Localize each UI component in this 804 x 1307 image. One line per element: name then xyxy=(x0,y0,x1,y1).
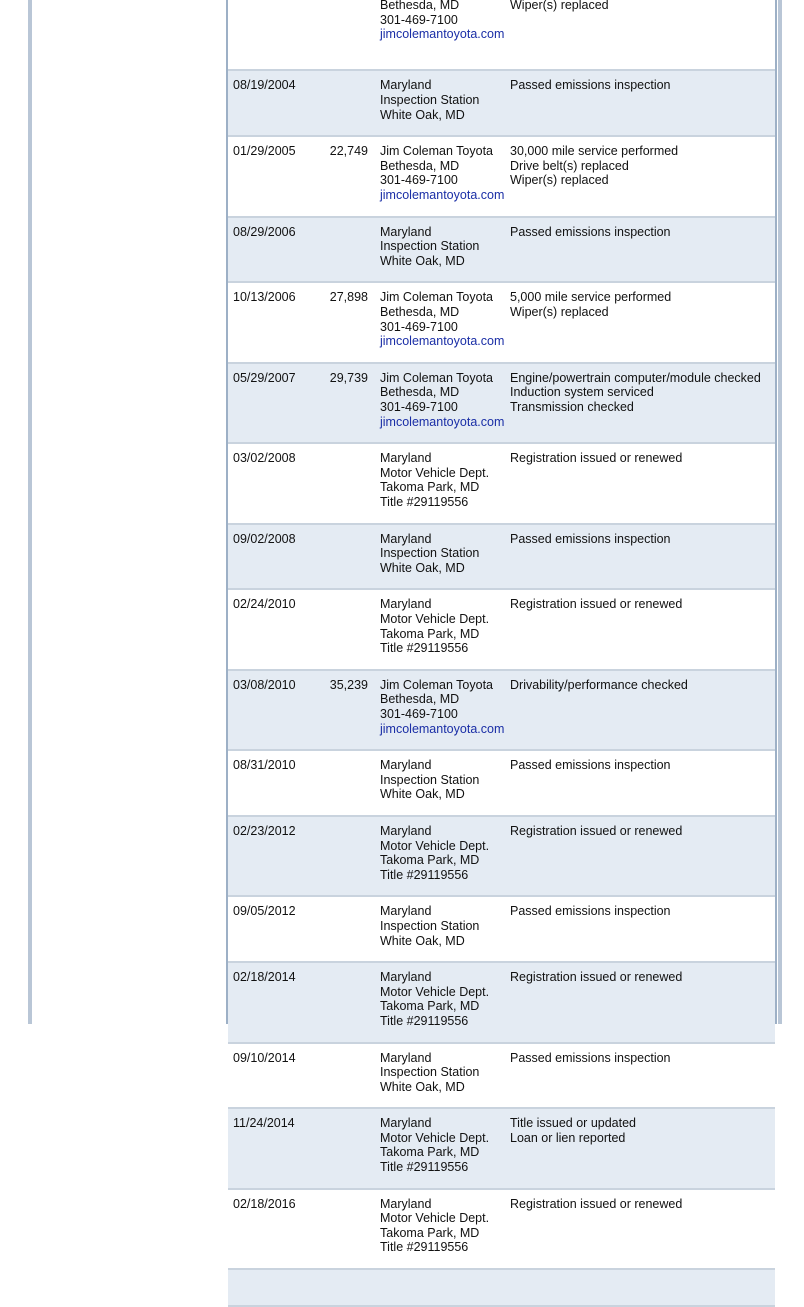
history-row xyxy=(228,364,775,444)
comment-line: 5,000 mile service performed xyxy=(510,290,672,305)
comment-line: Registration issued or renewed xyxy=(510,451,683,466)
record-date: 09/10/2014 xyxy=(233,1050,296,1065)
record-source xyxy=(380,824,489,882)
source-line: Bethesda, MD xyxy=(380,0,460,12)
comment-line: Passed emissions inspection xyxy=(510,1050,671,1065)
record-source xyxy=(380,225,479,269)
comment-line: Registration issued or renewed xyxy=(510,823,683,838)
source-line: White Oak, MD xyxy=(380,107,465,122)
source-line: Jim Coleman Toyota xyxy=(380,144,494,159)
source-line: 301-469-7100 xyxy=(380,12,458,27)
source-line: Inspection Station xyxy=(380,1065,480,1080)
source-line: Motor Vehicle Dept. xyxy=(380,984,490,999)
source-line: 301-469-7100 xyxy=(380,319,458,334)
record-comments xyxy=(510,225,671,240)
source-line: White Oak, MD xyxy=(380,253,465,268)
source-line: Takoma Park, MD xyxy=(380,853,480,868)
comment-line: 30,000 mile service performed xyxy=(510,144,679,159)
right-page-border xyxy=(778,0,782,1024)
record-comments xyxy=(510,144,678,188)
comment-line: Passed emissions inspection xyxy=(510,224,671,239)
record-source xyxy=(380,1197,489,1255)
history-row xyxy=(228,1270,775,1307)
source-line: Maryland xyxy=(380,1196,432,1211)
comment-line: Engine/powertrain computer/module checked xyxy=(510,370,761,385)
source-line: Inspection Station xyxy=(380,918,480,933)
source-line: Maryland xyxy=(380,451,432,466)
history-row xyxy=(228,525,775,591)
source-line: Maryland xyxy=(380,78,432,93)
history-row xyxy=(228,444,775,524)
comment-line: Drivability/performance checked xyxy=(510,677,688,692)
source-line: White Oak, MD xyxy=(380,560,465,575)
record-source xyxy=(380,904,479,948)
record-source xyxy=(380,290,504,348)
record-comments xyxy=(510,1197,682,1212)
source-line: Inspection Station xyxy=(380,772,480,787)
record-comments xyxy=(510,532,671,547)
history-row xyxy=(228,590,775,670)
record-date: 11/24/2014 xyxy=(233,1116,295,1131)
source-line: Motor Vehicle Dept. xyxy=(380,1211,490,1226)
source-line: Motor Vehicle Dept. xyxy=(380,465,490,480)
source-line: Maryland xyxy=(380,823,432,838)
record-mileage: 27,898 xyxy=(329,290,368,305)
dealer-website-link[interactable]: jimcolemantoyota.com xyxy=(380,721,505,736)
source-line: Bethesda, MD xyxy=(380,692,460,707)
source-line: Motor Vehicle Dept. xyxy=(380,611,490,626)
record-date: 09/02/2008 xyxy=(233,531,296,546)
source-line: 301-469-7100 xyxy=(380,173,458,188)
history-row xyxy=(228,817,775,897)
history-record-table xyxy=(226,0,777,1255)
record-date: 08/31/2010 xyxy=(233,758,296,773)
history-row xyxy=(228,963,775,1043)
record-date: 08/19/2004 xyxy=(233,78,296,93)
source-line: White Oak, MD xyxy=(380,787,465,802)
record-comments xyxy=(510,904,671,919)
record-date: 10/13/2006 xyxy=(233,290,296,305)
comment-line: Wiper(s) replaced xyxy=(510,173,609,188)
source-line: Maryland xyxy=(380,1050,432,1065)
record-comments xyxy=(510,0,609,13)
source-line: White Oak, MD xyxy=(380,933,465,948)
source-line: Bethesda, MD xyxy=(380,385,460,400)
record-source xyxy=(380,597,489,655)
source-line: Maryland xyxy=(380,1116,432,1131)
history-row xyxy=(228,137,775,217)
history-row xyxy=(228,671,775,751)
source-line: Inspection Station xyxy=(380,92,480,107)
source-line: Motor Vehicle Dept. xyxy=(380,1130,490,1145)
comment-line: Loan or lien reported xyxy=(510,1130,626,1145)
record-date: 03/08/2010 xyxy=(233,677,296,692)
comment-line: Wiper(s) replaced xyxy=(510,304,609,319)
record-comments xyxy=(510,371,761,415)
source-line: Title #29119556 xyxy=(380,1013,469,1028)
history-row xyxy=(228,0,775,71)
record-comments xyxy=(510,678,688,693)
dealer-website-link[interactable]: jimcolemantoyota.com xyxy=(380,187,505,202)
comment-line: Transmission checked xyxy=(510,399,634,414)
record-comments xyxy=(510,78,671,93)
comment-line: Registration issued or renewed xyxy=(510,597,683,612)
record-date: 01/29/2005 xyxy=(233,144,296,159)
record-date: 03/02/2008 xyxy=(233,451,296,466)
record-comments xyxy=(510,597,682,612)
source-line: Maryland xyxy=(380,904,432,919)
record-comments xyxy=(510,1051,671,1066)
record-source xyxy=(380,451,489,509)
source-line: Maryland xyxy=(380,531,432,546)
history-row xyxy=(228,71,775,137)
record-source xyxy=(380,758,479,802)
record-source xyxy=(380,0,504,42)
history-row xyxy=(228,897,775,963)
record-date: 08/29/2006 xyxy=(233,224,296,239)
record-comments xyxy=(510,970,682,985)
record-comments xyxy=(510,758,671,773)
source-line: 301-469-7100 xyxy=(380,399,458,414)
record-date: 09/05/2012 xyxy=(233,904,296,919)
record-comments xyxy=(510,290,671,319)
comment-line: Passed emissions inspection xyxy=(510,78,671,93)
comment-line: Drive belt(s) replaced xyxy=(510,158,629,173)
history-row xyxy=(228,283,775,363)
source-line: Title #29119556 xyxy=(380,1240,469,1255)
record-source xyxy=(380,678,504,736)
source-line: Inspection Station xyxy=(380,546,480,561)
source-line: Title #29119556 xyxy=(380,641,469,656)
record-source xyxy=(380,532,479,576)
record-mileage: 29,739 xyxy=(329,370,368,385)
record-mileage: 22,749 xyxy=(329,144,368,159)
comment-line: Passed emissions inspection xyxy=(510,531,671,546)
source-line: Title #29119556 xyxy=(380,494,469,509)
source-line: Maryland xyxy=(380,970,432,985)
source-line: Maryland xyxy=(380,224,432,239)
record-source xyxy=(380,970,489,1028)
record-source xyxy=(380,1051,479,1095)
source-line: 301-469-7100 xyxy=(380,706,458,721)
comment-line: Passed emissions inspection xyxy=(510,758,671,773)
source-line: Takoma Park, MD xyxy=(380,1145,480,1160)
history-row xyxy=(228,1109,775,1189)
source-line: White Oak, MD xyxy=(380,1079,465,1094)
record-source xyxy=(380,78,479,122)
source-line: Maryland xyxy=(380,758,432,773)
source-line: Takoma Park, MD xyxy=(380,626,480,641)
source-line: Takoma Park, MD xyxy=(380,480,480,495)
comment-line: Wiper(s) replaced xyxy=(510,0,609,12)
record-date: 05/29/2007 xyxy=(233,370,296,385)
history-row xyxy=(228,751,775,817)
record-source xyxy=(380,144,504,202)
record-date: 02/18/2014 xyxy=(233,970,296,985)
record-comments xyxy=(510,824,682,839)
source-line: Motor Vehicle Dept. xyxy=(380,838,490,853)
source-line: Inspection Station xyxy=(380,239,480,254)
history-row xyxy=(228,1044,775,1110)
record-mileage: 35,239 xyxy=(329,677,368,692)
source-line: Bethesda, MD xyxy=(380,304,460,319)
source-line: Title #29119556 xyxy=(380,1160,469,1175)
dealer-website-link[interactable]: jimcolemantoyota.com xyxy=(380,334,505,349)
record-date: 02/24/2010 xyxy=(233,597,296,612)
left-page-border xyxy=(28,0,32,1024)
source-line: Maryland xyxy=(380,597,432,612)
comment-line: Title issued or updated xyxy=(510,1116,637,1131)
source-line: Bethesda, MD xyxy=(380,158,460,173)
record-date: 02/23/2012 xyxy=(233,823,296,838)
comment-line: Registration issued or renewed xyxy=(510,1196,683,1211)
source-line: Jim Coleman Toyota xyxy=(380,370,494,385)
source-line: Jim Coleman Toyota xyxy=(380,290,494,305)
dealer-website-link[interactable]: jimcolemantoyota.com xyxy=(380,27,505,42)
record-source xyxy=(380,1116,489,1174)
source-line: Title #29119556 xyxy=(380,867,469,882)
comment-line: Induction system serviced xyxy=(510,385,654,400)
source-line: Jim Coleman Toyota xyxy=(380,677,494,692)
record-source xyxy=(380,371,504,429)
record-comments xyxy=(510,451,682,466)
history-row xyxy=(228,1190,775,1270)
record-date: 02/18/2016 xyxy=(233,1196,296,1211)
source-line: Takoma Park, MD xyxy=(380,1225,480,1240)
history-row xyxy=(228,218,775,284)
source-line: Takoma Park, MD xyxy=(380,999,480,1014)
dealer-website-link[interactable]: jimcolemantoyota.com xyxy=(380,414,505,429)
comment-line: Registration issued or renewed xyxy=(510,970,683,985)
comment-line: Passed emissions inspection xyxy=(510,904,671,919)
record-comments xyxy=(510,1116,636,1145)
history-rows xyxy=(228,0,775,1307)
